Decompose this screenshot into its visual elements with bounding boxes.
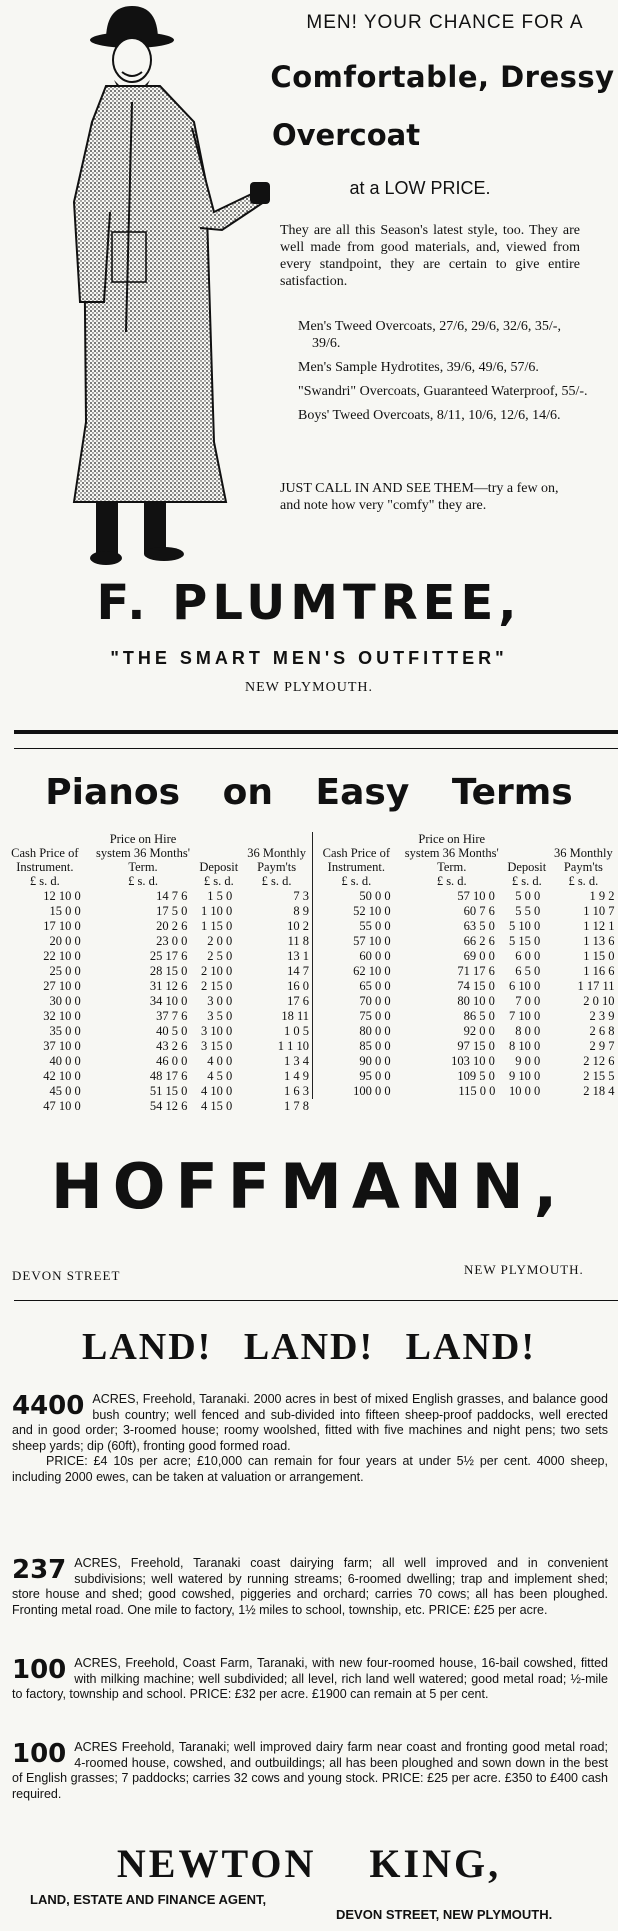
table-row <box>0 1039 312 1054</box>
table-cell: 31 12 6 <box>149 979 188 993</box>
column-header-hire: Price on Hire system 36 Months' Term. <box>96 832 190 874</box>
table-cell: 32 10 0 <box>43 1009 81 1023</box>
merchant-name: NEWTON KING, <box>116 1841 502 1886</box>
table-cell: 57 10 0 <box>353 934 391 948</box>
lot-description: ACRES, Freehold, Taranaki coast dairying farm; all well improved and in convenient subdivisions; well watered by running streams; 6-roomed dwelling; trap and implement shed; store house and shed; good cowshed, piggeries and orchard; carries 70 cows; all has been ploughed. Fronting metal road. One mile to factory, 1½ miles to school, township, etc. PRICE: £25 per acre. <box>12 1556 608 1617</box>
land-lot-100-coast <box>12 1656 608 1703</box>
table-cell: 2 15 0 <box>200 979 233 993</box>
table-cell: 12 10 0 <box>43 889 81 903</box>
table-cell: 2 9 7 <box>589 1039 615 1053</box>
ad-title-line-2: Overcoat <box>272 118 421 152</box>
table-row <box>0 904 312 919</box>
table-cell: 8 10 0 <box>509 1039 541 1053</box>
column-header-monthly: 36 Monthly Paym'ts <box>554 846 613 874</box>
table-cell: 1 17 11 <box>577 979 615 993</box>
table-cell: 3 15 0 <box>200 1039 233 1053</box>
table-cell: 6 10 0 <box>509 979 541 993</box>
list-item: "Swandri" Overcoats, Guaranteed Waterproof, 55/-. <box>298 384 588 399</box>
table-row <box>313 979 618 994</box>
unit-label: £ s. d. <box>341 874 372 888</box>
table-cell: 45 0 0 <box>49 1084 81 1098</box>
table-units-row <box>0 874 312 889</box>
table-cell: 10 0 0 <box>509 1084 541 1098</box>
merchant-name: F. PLUMTREE, <box>96 575 522 631</box>
ad-headline: MEN! YOUR CHANCE FOR A <box>306 12 584 33</box>
table-cell: 28 15 0 <box>149 964 188 978</box>
table-cell: 11 8 <box>287 934 309 948</box>
table-body <box>313 889 618 1099</box>
table-cell: 27 10 0 <box>43 979 81 993</box>
table-cell: 1 10 7 <box>583 904 615 918</box>
merchant-town: NEW PLYMOUTH. <box>464 1262 584 1277</box>
table-cell: 13 1 <box>287 949 309 963</box>
table-cell: 109 5 0 <box>457 1069 495 1083</box>
table-cell: 51 15 0 <box>149 1084 188 1098</box>
table-cell: 1 13 6 <box>583 934 615 948</box>
table-cell: 2 10 0 <box>200 964 233 978</box>
table-row <box>0 1069 312 1084</box>
piano-price-table-right <box>312 832 618 1099</box>
lot-price: PRICE: £4 10s per acre; £10,000 can remain for four years at under 5½ per cent. 4000 sheep, including 2000 ewes, can be taken at valuation or arrangement. <box>12 1454 608 1484</box>
table-cell: 17 6 <box>287 994 309 1008</box>
table-units-row <box>313 874 618 889</box>
merchant-address: DEVON STREET, NEW PLYMOUTH. <box>336 1907 553 1922</box>
table-cell: 8 0 0 <box>515 1024 541 1038</box>
ad-title: Pianos on Easy Terms <box>45 772 573 813</box>
table-cell: 8 9 <box>293 904 309 918</box>
table-row <box>313 964 618 979</box>
table-row <box>0 1099 312 1114</box>
table-cell: 100 0 0 <box>353 1084 391 1098</box>
table-cell: 4 0 0 <box>207 1054 233 1068</box>
table-cell: 60 0 0 <box>359 949 391 963</box>
table-row <box>313 1009 618 1024</box>
column-divider <box>14 748 618 749</box>
column-header-deposit: Deposit <box>199 860 239 874</box>
table-cell: 2 6 8 <box>589 1024 615 1038</box>
table-row <box>313 1069 618 1084</box>
table-cell: 3 5 0 <box>207 1009 233 1023</box>
lot-acreage: 237 <box>12 1555 67 1585</box>
table-cell: 65 0 0 <box>359 979 391 993</box>
lot-acreage: 100 <box>12 1739 67 1769</box>
table-cell: 22 10 0 <box>43 949 81 963</box>
land-lot-4400 <box>12 1392 608 1485</box>
table-cell: 2 3 9 <box>589 1009 615 1023</box>
table-row <box>313 1024 618 1039</box>
table-cell: 23 0 0 <box>156 934 188 948</box>
unit-label: £ s. d. <box>261 874 292 888</box>
column-header-hire: Price on Hire system 36 Months' Term. <box>404 832 499 874</box>
table-cell: 9 0 0 <box>515 1054 541 1068</box>
table-cell: 43 2 6 <box>156 1039 188 1053</box>
table-cell: 2 5 0 <box>207 949 233 963</box>
table-row <box>0 1024 312 1039</box>
unit-label: £ s. d. <box>511 874 542 888</box>
piano-price-table-left <box>0 832 312 1114</box>
merchant-tagline: "THE SMART MEN'S OUTFITTER" <box>110 648 508 668</box>
column-header-deposit: Deposit <box>507 860 547 874</box>
table-cell: 46 0 0 <box>156 1054 188 1068</box>
table-cell: 1 0 5 <box>284 1024 309 1038</box>
table-cell: 1 12 1 <box>583 919 615 933</box>
table-cell: 97 15 0 <box>457 1039 495 1053</box>
table-row <box>313 1039 618 1054</box>
table-cell: 1 5 0 <box>207 889 233 903</box>
table-row <box>0 1054 312 1069</box>
table-cell: 2 12 6 <box>583 1054 615 1068</box>
column-header-monthly: 36 Monthly Paym'ts <box>247 846 306 874</box>
table-cell: 42 10 0 <box>43 1069 81 1083</box>
table-cell: 18 11 <box>281 1009 309 1023</box>
lot-acreage: 100 <box>12 1655 67 1685</box>
table-cell: 14 7 <box>287 964 309 978</box>
call-to-action: JUST CALL IN AND SEE THEM—try a few on, and note how very "comfy" they are. <box>280 481 559 513</box>
table-row <box>0 1009 312 1024</box>
table-cell: 62 10 0 <box>353 964 391 978</box>
table-cell: 5 5 0 <box>515 904 541 918</box>
table-cell: 1 4 9 <box>284 1069 309 1083</box>
table-cell: 74 15 0 <box>457 979 495 993</box>
table-cell: 70 0 0 <box>359 994 391 1008</box>
list-item: Men's Sample Hydrotites, 39/6, 49/6, 57/6. <box>298 360 539 375</box>
table-cell: 54 12 6 <box>149 1099 188 1113</box>
table-cell: 2 0 0 <box>207 934 233 948</box>
table-cell: 86 5 0 <box>463 1009 495 1023</box>
table-cell: 1 15 0 <box>200 919 233 933</box>
table-cell: 30 0 0 <box>49 994 81 1008</box>
list-item: Men's Tweed Overcoats, 27/6, 29/6, 32/6, 35/-, 39/6. <box>298 319 561 351</box>
price-line: at a LOW PRICE. <box>349 178 491 198</box>
table-row <box>0 964 312 979</box>
agent-line: LAND, ESTATE AND FINANCE AGENT, <box>30 1892 267 1907</box>
table-header-row <box>313 832 618 874</box>
table-cell: 37 10 0 <box>43 1039 81 1053</box>
table-row <box>313 919 618 934</box>
ad-description: They are all this Season's latest style, too. They are well made from good materials, and, viewed from every standpoint, they are certain to give entire satisfaction. <box>280 223 580 289</box>
table-cell: 25 0 0 <box>49 964 81 978</box>
unit-label: £ s. d. <box>568 874 599 888</box>
lot-acreage: 4400 <box>12 1391 85 1421</box>
table-cell: 1 9 2 <box>589 889 615 903</box>
land-lot-100-dairy <box>12 1740 608 1802</box>
table-cell: 3 0 0 <box>207 994 233 1008</box>
table-row <box>313 889 618 904</box>
merchant-street: DEVON STREET <box>12 1268 121 1283</box>
table-cell: 92 0 0 <box>463 1024 495 1038</box>
table-cell: 9 10 0 <box>509 1069 541 1083</box>
table-cell: 69 0 0 <box>463 949 495 963</box>
table-row <box>0 919 312 934</box>
table-cell: 103 10 0 <box>451 1054 495 1068</box>
table-cell: 66 2 6 <box>463 934 495 948</box>
table-row <box>313 949 618 964</box>
table-cell: 5 15 0 <box>509 934 541 948</box>
table-cell: 40 0 0 <box>49 1054 81 1068</box>
table-cell: 5 10 0 <box>509 919 541 933</box>
table-row <box>0 949 312 964</box>
table-cell: 1 3 4 <box>284 1054 309 1068</box>
table-cell: 80 0 0 <box>359 1024 391 1038</box>
table-row <box>0 994 312 1009</box>
table-cell: 80 10 0 <box>457 994 495 1008</box>
table-cell: 35 0 0 <box>49 1024 81 1038</box>
land-lot-237 <box>12 1556 608 1618</box>
table-cell: 1 6 3 <box>284 1084 309 1098</box>
table-cell: 71 17 6 <box>457 964 495 978</box>
table-cell: 60 7 6 <box>463 904 495 918</box>
lot-description: ACRES, Freehold, Coast Farm, Taranaki, with new four-roomed house, 16-bail cowshed, fitted with milking machine; well subdivided; all level, rich land well watered; good metal road; ½-mile to factory, township and school. PRICE: £32 per acre. £1900 can remain at 5 per cent. <box>12 1656 608 1701</box>
table-cell: 40 5 0 <box>156 1024 188 1038</box>
table-cell: 95 0 0 <box>359 1069 391 1083</box>
column-divider <box>14 1300 618 1301</box>
table-cell: 57 10 0 <box>457 889 495 903</box>
table-cell: 1 16 6 <box>583 964 615 978</box>
lot-description: ACRES Freehold, Taranaki; well improved dairy farm near coast and fronting good metal road; 4-roomed house, cowshed, and outbuildings; all has been ploughed and sown down in the best of English grasses; 7 paddocks; carries 32 cows and young stock. PRICE: £25 per acre. £350 to £400 cash required. <box>12 1740 608 1801</box>
table-cell: 6 0 0 <box>515 949 541 963</box>
table-cell: 17 5 0 <box>156 904 188 918</box>
table-cell: 115 0 0 <box>458 1084 496 1098</box>
column-divider <box>14 730 618 734</box>
table-cell: 5 0 0 <box>515 889 541 903</box>
table-cell: 48 17 6 <box>149 1069 188 1083</box>
overcoat-price-list <box>298 318 590 431</box>
ad-title: LAND! LAND! LAND! <box>82 1326 536 1368</box>
table-cell: 20 2 6 <box>156 919 188 933</box>
list-item: Boys' Tweed Overcoats, 8/11, 10/6, 12/6, 14/6. <box>298 408 561 423</box>
man-in-overcoat-illustration <box>14 2 274 577</box>
table-cell: 4 10 0 <box>200 1084 233 1098</box>
table-cell: 55 0 0 <box>359 919 391 933</box>
table-cell: 6 5 0 <box>515 964 541 978</box>
table-cell: 2 0 10 <box>583 994 615 1008</box>
table-cell: 10 2 <box>287 919 309 933</box>
table-cell: 90 0 0 <box>359 1054 391 1068</box>
column-header-cash: Cash Price of Instrument. <box>11 846 79 874</box>
table-cell: 2 15 5 <box>583 1069 615 1083</box>
table-row <box>313 1084 618 1099</box>
table-cell: 47 10 0 <box>43 1099 81 1113</box>
table-cell: 16 0 <box>287 979 309 993</box>
merchant-town: NEW PLYMOUTH. <box>244 680 373 695</box>
table-cell: 25 17 6 <box>149 949 188 963</box>
table-row <box>0 979 312 994</box>
table-cell: 17 10 0 <box>43 919 81 933</box>
table-row <box>0 1084 312 1099</box>
unit-label: £ s. d. <box>128 874 158 888</box>
table-cell: 63 5 0 <box>463 919 495 933</box>
table-row <box>0 889 312 904</box>
unit-label: £ s. d. <box>29 874 60 888</box>
table-row <box>0 934 312 949</box>
unit-label: £ s. d. <box>436 874 467 888</box>
overcoat-advertisement <box>0 0 618 740</box>
table-cell: 52 10 0 <box>353 904 391 918</box>
lot-description: ACRES, Freehold, Taranaki. 2000 acres in best of mixed English grasses, and balance good bush country; well fenced and sub-divided into fifteen sheep-proof paddocks, well erected and in good order; 3-roomed house; roomy woolshed, fitted with five machines and night pens; two sets sheep yards; dip (60ft), fronting good formed road. <box>12 1392 608 1453</box>
table-row <box>313 934 618 949</box>
table-row <box>313 994 618 1009</box>
table-cell: 7 0 0 <box>515 994 541 1008</box>
table-header-row <box>0 832 312 874</box>
table-cell: 4 5 0 <box>207 1069 233 1083</box>
ad-title-line-1: Comfortable, Dressy <box>270 60 615 94</box>
table-cell: 1 7 8 <box>284 1099 309 1113</box>
table-cell: 50 0 0 <box>359 889 391 903</box>
table-cell: 1 10 0 <box>200 904 233 918</box>
table-body <box>0 889 312 1114</box>
table-cell: 37 7 6 <box>156 1009 188 1023</box>
table-cell: 7 10 0 <box>509 1009 541 1023</box>
table-cell: 7 3 <box>293 889 309 903</box>
table-cell: 3 10 0 <box>200 1024 233 1038</box>
table-cell: 4 15 0 <box>200 1099 233 1113</box>
table-row <box>313 904 618 919</box>
table-cell: 20 0 0 <box>49 934 81 948</box>
table-cell: 1 15 0 <box>583 949 615 963</box>
table-cell: 85 0 0 <box>359 1039 391 1053</box>
table-cell: 34 10 0 <box>149 994 188 1008</box>
table-cell: 14 7 6 <box>156 889 188 903</box>
table-cell: 15 0 0 <box>49 904 81 918</box>
table-cell: 2 18 4 <box>583 1084 615 1098</box>
merchant-name: HOFFMANN, <box>50 1150 568 1223</box>
column-header-cash: Cash Price of Instrument. <box>322 846 390 874</box>
table-row <box>313 1054 618 1069</box>
table-cell: 75 0 0 <box>359 1009 391 1023</box>
table-cell: 1 1 10 <box>277 1039 309 1053</box>
unit-label: £ s. d. <box>203 874 234 888</box>
